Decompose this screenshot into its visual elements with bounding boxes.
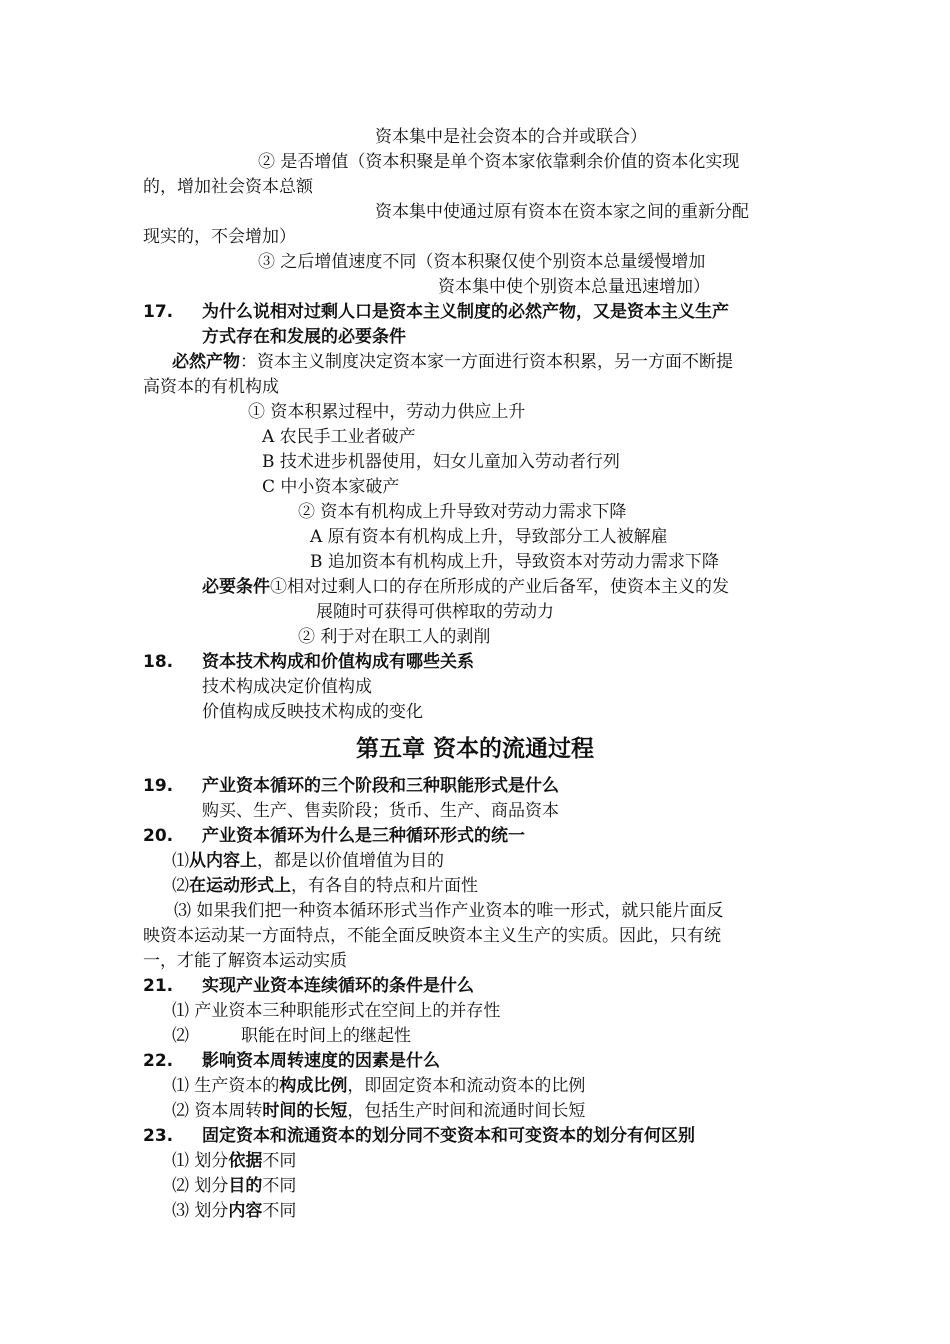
text-line: 现实的，不会增加）: [143, 227, 296, 247]
text-line: [202, 575, 729, 599]
text-line: [172, 1149, 296, 1173]
text-run: ，有各自的特点和片面性: [291, 876, 478, 896]
text-run: 不同: [262, 1176, 297, 1196]
question-title: 影响资本周转速度的因素是什么: [202, 1051, 440, 1071]
text-line: 资本集中使通过原有资本在资本家之间的重新分配: [375, 202, 749, 222]
text-run: 职能在时间上的继起性: [241, 1026, 411, 1046]
bold-term: 时间的长短: [262, 1101, 348, 1121]
text-line: B 追加资本有机构成上升，导致资本对劳动力需求下降: [310, 552, 719, 572]
text-line: 映资本运动某一方面特点，不能全面反映资本主义生产的实质。因此，只有统: [143, 926, 721, 946]
text-run: ⑶ 划分: [172, 1201, 229, 1221]
text-line: 资本集中是社会资本的合并或联合）: [375, 127, 647, 147]
text-line: ② 是否增值（资本积聚是单个资本家依靠剩余价值的资本化实现: [258, 152, 740, 172]
text-line: 购买、生产、售卖阶段；货币、生产、商品资本: [202, 801, 559, 821]
text-line: [172, 350, 733, 374]
question-number: 23.: [143, 1126, 174, 1146]
text-line: [172, 1174, 296, 1198]
question-number: 19.: [143, 776, 174, 796]
question-title: 实现产业资本连续循环的条件是什么: [202, 976, 474, 996]
bold-term: 从内容上: [189, 851, 257, 871]
text-line: C 中小资本家破产: [262, 477, 400, 497]
text-line: 价值构成反映技术构成的变化: [202, 702, 423, 722]
text-run: ⑴ 划分: [172, 1151, 229, 1171]
question-title-cont: 方式存在和发展的必要条件: [202, 327, 406, 347]
text-run: ⑵ 资本周转: [172, 1101, 263, 1121]
text-run: ⑴ 生产资本的: [172, 1076, 280, 1096]
text-line: 的，增加社会资本总额: [143, 177, 313, 197]
question-number: 18.: [143, 652, 174, 672]
text-line: ② 资本有机构成上升导致对劳动力需求下降: [298, 502, 627, 522]
question-title: 固定资本和流通资本的划分同不变资本和可变资本的划分有何区别: [202, 1126, 695, 1146]
text-line: 资本集中使个别资本总量迅速增加）: [438, 277, 710, 297]
text-line: A 农民手工业者破产: [262, 427, 416, 447]
bold-term: 在运动形式上: [189, 876, 291, 896]
question-title: 为什么说相对过剩人口是资本主义制度的必然产物，又是资本主义生产: [202, 302, 729, 322]
text-line: ⑴ 产业资本三种职能形式在空间上的并存性: [172, 1001, 501, 1021]
text-line: ② 利于对在职工人的剥削: [298, 627, 491, 647]
text-line: [172, 849, 444, 873]
text-run: 不同: [262, 1201, 297, 1221]
text-line: [172, 1074, 585, 1098]
bold-term: 目的: [228, 1176, 263, 1196]
text-line: [172, 1099, 585, 1123]
text-line: B 技术进步机器使用，妇女儿童加入劳动者行列: [262, 452, 620, 472]
question-title: 资本技术构成和价值构成有哪些关系: [202, 652, 474, 672]
text-run: ①相对过剩人口的存在所形成的产业后备军，使资本主义的发: [270, 577, 729, 597]
text-run: ⑴: [172, 851, 189, 871]
text-line: 高资本的有机构成: [143, 377, 279, 397]
text-run: ，即固定资本和流动资本的比例: [347, 1076, 586, 1096]
text-line: A 原有资本有机构成上升，导致部分工人被解雇: [310, 527, 668, 547]
text-run: ⑵ 划分: [172, 1176, 229, 1196]
bold-term: 构成比例: [279, 1076, 348, 1096]
text-line: 技术构成决定价值构成: [202, 677, 372, 697]
question-number: 20.: [143, 826, 174, 846]
text-line: [172, 874, 478, 898]
bold-term: 必要条件: [202, 577, 270, 597]
question-title: 产业资本循环为什么是三种循环形式的统一: [202, 826, 525, 846]
chapter-heading: 第五章 资本的流通过程: [355, 736, 594, 762]
bold-term: 依据: [228, 1151, 263, 1171]
bold-term: 必然产物: [172, 352, 240, 372]
text-run: 不同: [262, 1151, 297, 1171]
text-run: ⑵: [172, 876, 189, 896]
text-run: ⑵: [172, 1026, 189, 1046]
text-line: [172, 1199, 296, 1223]
question-number: 21.: [143, 976, 174, 996]
question-number: 22.: [143, 1051, 174, 1071]
text-run: ，都是以价值增值为目的: [257, 851, 444, 871]
bold-term: 内容: [228, 1201, 263, 1221]
text-run: ：资本主义制度决定资本家一方面进行资本积累，另一方面不断提: [240, 352, 733, 372]
text-run: ，包括生产时间和流通时间长短: [347, 1101, 586, 1121]
text-line: ⑶ 如果我们把一种资本循环形式当作产业资本的唯一形式，就只能片面反: [174, 901, 724, 921]
text-line: 一，才能了解资本运动实质: [143, 951, 347, 971]
question-number: 17.: [143, 302, 174, 322]
text-line: ① 资本积累过程中，劳动力供应上升: [248, 402, 526, 422]
text-line: ③ 之后增值速度不同（资本积聚仅使个别资本总量缓慢增加: [258, 252, 706, 272]
text-line: [172, 1024, 411, 1048]
text-line: 展随时可获得可供榨取的劳动力: [316, 602, 554, 622]
question-title: 产业资本循环的三个阶段和三种职能形式是什么: [202, 776, 559, 796]
